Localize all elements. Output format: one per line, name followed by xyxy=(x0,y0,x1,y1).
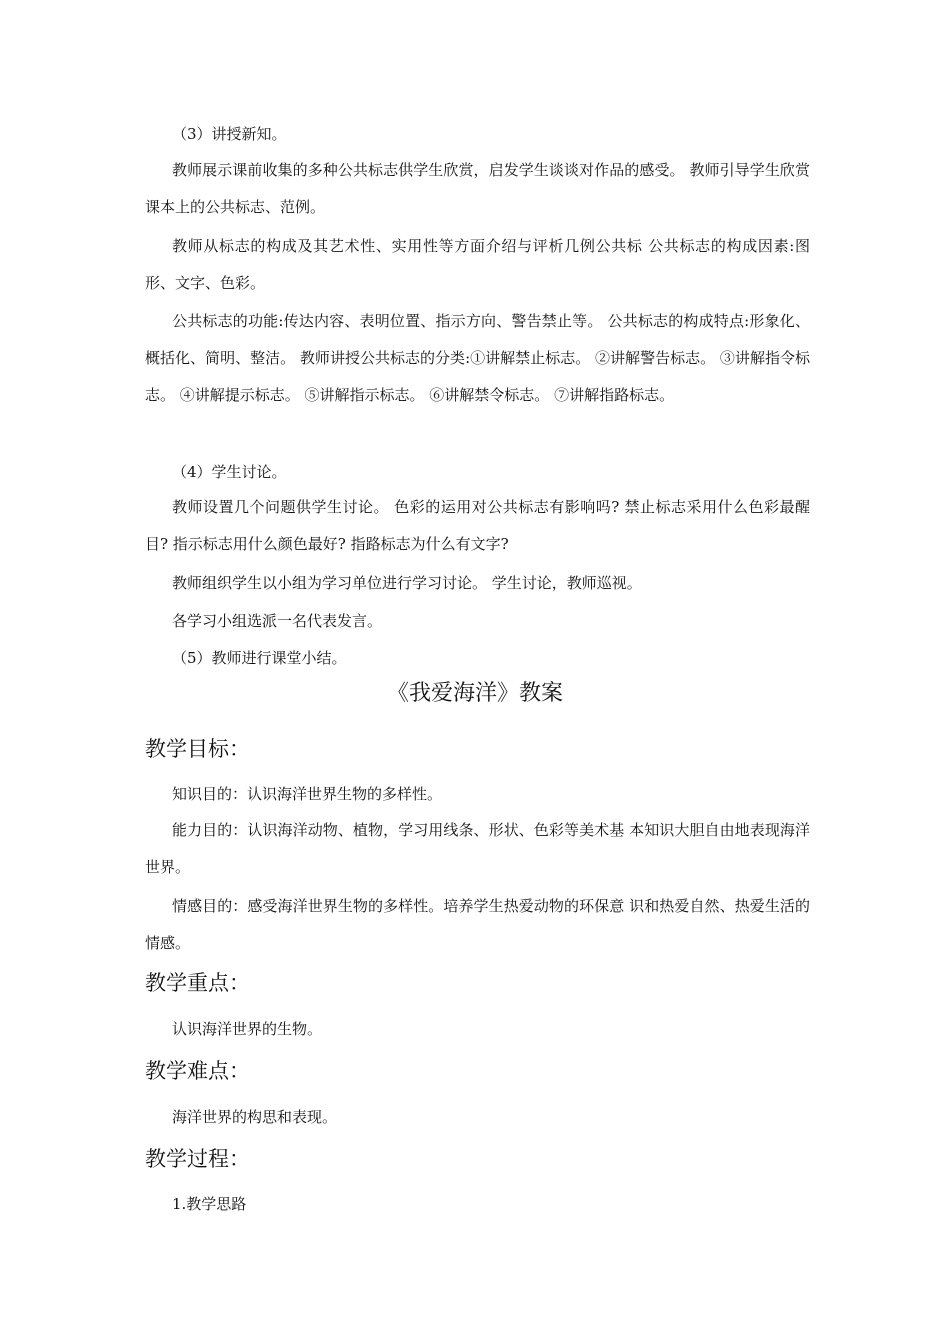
step3-paragraph-2: 教师从标志的构成及其艺术性、实用性等方面介绍与评析几例公共标 公共标志的构成因素:图形、文字、色彩。 xyxy=(145,237,810,292)
process-heading: 教学过程： xyxy=(145,1147,250,1171)
step4-heading: （4）学生讨论。 xyxy=(172,463,287,481)
key-points-heading: 教学重点： xyxy=(145,971,250,995)
step5-heading: （5）教师进行课堂小结。 xyxy=(172,649,347,667)
goal-emotion: 情感目的：感受海洋世界生物的多样性。培养学生热爱动物的环保意 识和热爱自然、热爱生活的情感。 xyxy=(145,897,810,952)
key-points-text: 认识海洋世界的生物。 xyxy=(172,1020,323,1038)
goal-ability: 能力目的：认识海洋动物、植物，学习用线条、形状、色彩等美术基 本知识大胆自由地表现海洋世界。 xyxy=(145,821,810,876)
step4-paragraph-2: 教师组织学生以小组为学习单位进行学习讨论。 学生讨论，教师巡视。 xyxy=(172,574,642,592)
step4-paragraph-1: 教师设置几个问题供学生讨论。 色彩的运用对公共标志有影响吗? 禁止标志采用什么色彩最醒目? 指示标志用什么颜色最好? 指路标志为什么有文字? xyxy=(145,498,810,553)
process-item-1: 1.教学思路 xyxy=(172,1195,247,1213)
goal-knowledge: 知识目的：认识海洋世界生物的多样性。 xyxy=(172,785,443,803)
difficulty-text: 海洋世界的构思和表现。 xyxy=(172,1108,338,1126)
step4-paragraph-3: 各学习小组选派一名代表发言。 xyxy=(172,612,383,630)
difficulty-heading: 教学难点： xyxy=(145,1059,250,1083)
step3-heading: （3）讲授新知。 xyxy=(172,125,287,143)
step3-paragraph-1: 教师展示课前收集的多种公共标志供学生欣赏，启发学生谈谈对作品的感受。 教师引导学生欣赏课本上的公共标志、范例。 xyxy=(145,161,810,216)
goals-heading: 教学目标： xyxy=(145,737,250,761)
step3-paragraph-3: 公共标志的功能:传达内容、表明位置、指示方向、警告禁止等。 公共标志的构成特点:形象化、概括化、简明、整洁。 教师讲授公共标志的分类:①讲解禁止标志。 ②讲解警告标志。 ③讲解指令标志。 ④讲解提示标志。 ⑤讲解指示标志。 ⑥讲解禁令标志。 ⑦讲解指路标志。 xyxy=(145,312,810,404)
lesson-title: 《我爱海洋》教案 xyxy=(386,681,563,706)
